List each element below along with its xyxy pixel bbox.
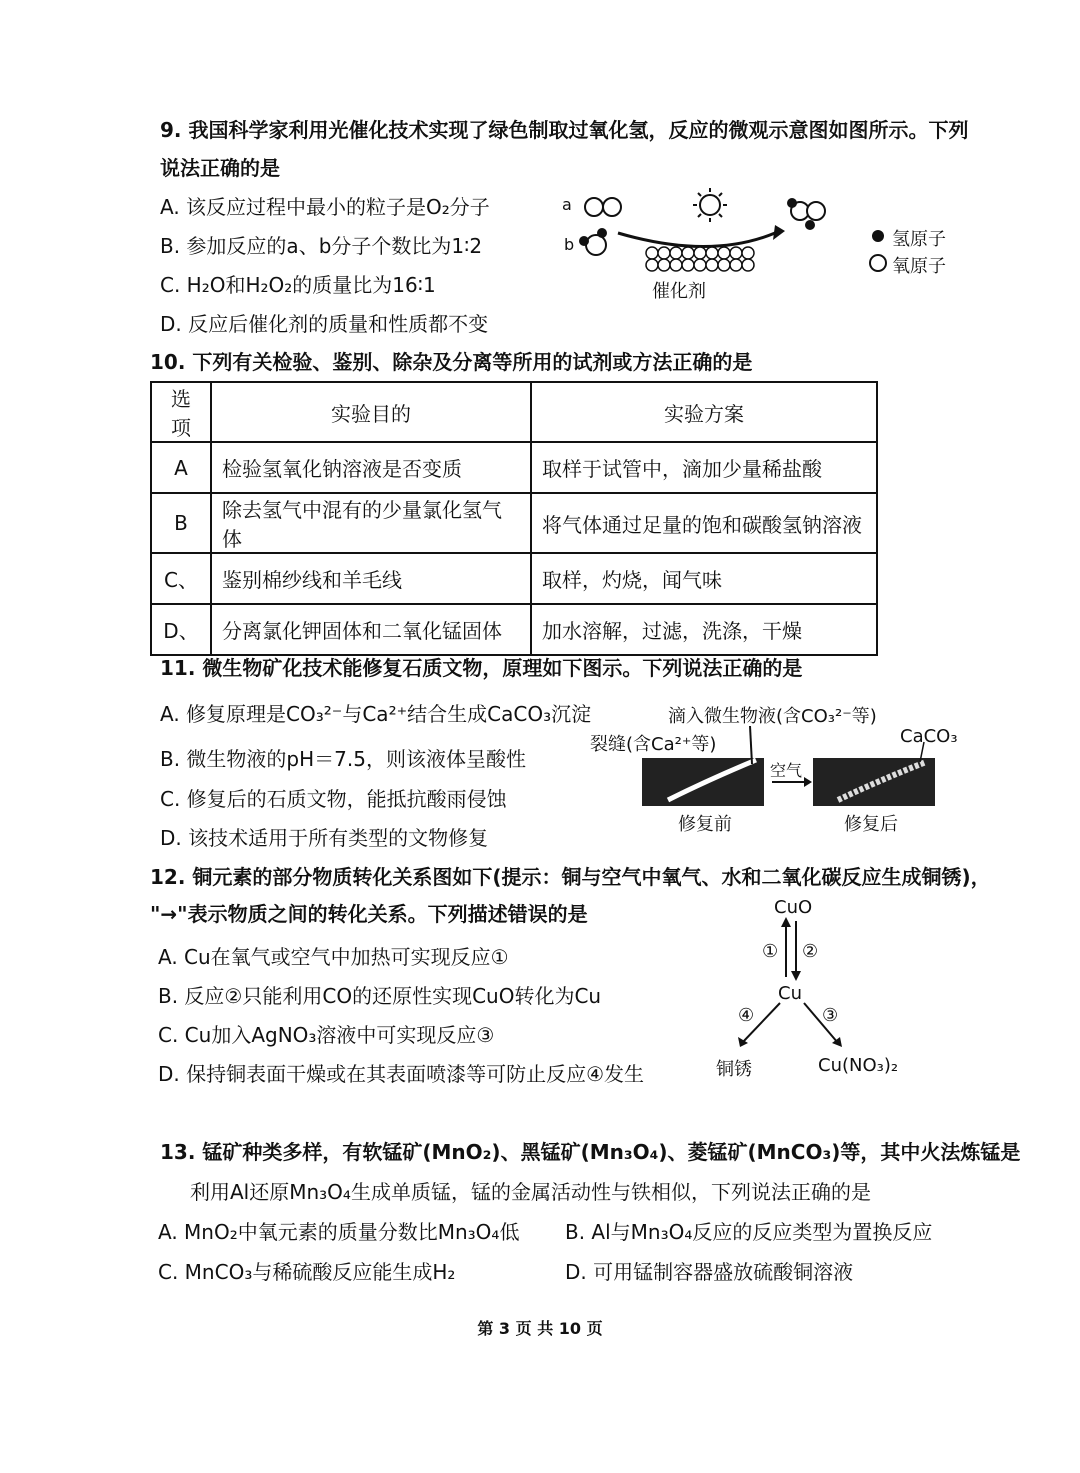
header-purpose: 实验目的 (211, 382, 531, 442)
table-header-row (151, 382, 877, 442)
q13-option-b: B. Al与Mn₃O₄反应的反应类型为置换反应 (565, 1220, 933, 1244)
row-purpose: 除去氢气中混有的少量氯化氢气体 (211, 493, 531, 553)
legend-hydrogen-label: 氢原子 (892, 229, 946, 250)
row-purpose: 检验氢氧化钠溶液是否变质 (211, 442, 531, 493)
q12-option-a: A. Cu在氧气或空气中加热可实现反应① (158, 945, 509, 969)
row-purpose: 分离氯化钾固体和二氧化锰固体 (211, 604, 531, 655)
q12-conversion-diagram (700, 895, 920, 1085)
cuo-label: CuO (774, 897, 813, 918)
reaction-arrow-icon (618, 233, 775, 247)
q13-stem-line2: 利用Al还原Mn₃O₄生成单质锰，锰的金属活动性与铁相似，下列说法正确的是 (190, 1180, 871, 1204)
legend-oxygen-icon (870, 255, 886, 271)
reaction-3-label: ③ (822, 1005, 839, 1026)
header-method: 实验方案 (531, 382, 877, 442)
q11-restoration-diagram (588, 700, 968, 835)
q11-option-a: A. 修复原理是CO₃²⁻与Ca²⁺结合生成CaCO₃沉淀 (160, 702, 592, 726)
q13-option-d: D. 可用锰制容器盛放硫酸铜溶液 (565, 1260, 854, 1284)
row-method: 取样，灼烧，闻气味 (531, 553, 877, 604)
q13-option-c: C. MnCO₃与稀硫酸反应能生成H₂ (158, 1260, 456, 1284)
molecule-b-label: b (564, 235, 575, 254)
q12-stem-line2: "→"表示物质之间的转化关系。下列描述错误的是 (150, 902, 588, 926)
page-footer: 第 3 页 共 10 页 (477, 1319, 603, 1338)
hydrogen-atom-icon (597, 228, 607, 238)
q12-option-c: C. Cu加入AgNO₃溶液中可实现反应③ (158, 1023, 495, 1047)
row-option: B (151, 493, 211, 553)
table-row (151, 442, 877, 493)
oxygen-atom-icon (585, 198, 603, 216)
sun-icon (700, 195, 720, 215)
before-label: 修复前 (678, 814, 732, 835)
q9-option-b: B. 参加反应的a、b分子个数比为1∶2 (160, 234, 483, 258)
oxygen-atom-icon (586, 235, 606, 255)
q12-option-b: B. 反应②只能利用CO的还原性实现CuO转化为Cu (158, 984, 602, 1008)
reaction-1-label: ① (762, 941, 779, 962)
q9-option-d: D. 反应后催化剂的质量和性质都不变 (160, 312, 489, 336)
cuno3-label: Cu(NO₃)₂ (818, 1055, 899, 1076)
catalyst-label: 催化剂 (652, 281, 706, 302)
row-option: A (151, 442, 211, 493)
q12-option-d: D. 保持铜表面干燥或在其表面喷漆等可防止反应④发生 (158, 1062, 645, 1086)
hydrogen-atom-icon (787, 198, 797, 208)
table-row (151, 553, 877, 604)
reaction-4-label: ④ (738, 1005, 755, 1026)
catalyst-icon (646, 247, 754, 271)
q10-stem: 10. 下列有关检验、鉴别、除杂及分离等所用的试剂或方法正确的是 (150, 350, 753, 374)
caco3-label: CaCO₃ (900, 726, 958, 747)
q9-reaction-diagram (560, 185, 980, 305)
table-row (151, 493, 877, 553)
oxygen-atom-icon (807, 202, 825, 220)
legend-hydrogen-icon (872, 230, 884, 242)
q11-option-b: B. 微生物液的pH＝7.5，则该液体呈酸性 (160, 747, 526, 771)
rust-label: 铜锈 (716, 1059, 752, 1080)
q12-stem-line1: 12. 铜元素的部分物质转化关系图如下(提示：铜与空气中氧气、水和二氧化碳反应生成铜锈)， (150, 865, 991, 889)
arrow-down-icon (791, 971, 801, 981)
after-label: 修复后 (844, 814, 898, 835)
row-method: 将气体通过足量的饱和碳酸氢钠溶液 (531, 493, 877, 553)
q9-option-a: A. 该反应过程中最小的粒子是O₂分子 (160, 195, 490, 219)
q9-stem-line1: 9. 我国科学家利用光催化技术实现了绿色制取过氧化氢，反应的微观示意图如图所示。下列 (160, 118, 969, 142)
q9-stem-line2: 说法正确的是 (160, 156, 280, 180)
table-row (151, 604, 877, 655)
q11-option-d: D. 该技术适用于所有类型的文物修复 (160, 826, 489, 850)
arrow-up-icon (781, 917, 791, 927)
oxygen-atom-icon (603, 198, 621, 216)
header-option: 选项 (151, 382, 211, 442)
air-label: 空气 (770, 761, 803, 780)
drip-label: 滴入微生物液(含CO₃²⁻等) (668, 706, 877, 727)
row-option: D、 (151, 604, 211, 655)
reaction-2-label: ② (802, 941, 819, 962)
q11-stem: 11. 微生物矿化技术能修复石质文物，原理如下图示。下列说法正确的是 (160, 656, 803, 680)
row-option: C、 (151, 553, 211, 604)
crack-label: 裂缝(含Ca²⁺等) (590, 734, 717, 755)
row-method: 加水溶解，过滤，洗涤，干燥 (531, 604, 877, 655)
row-method: 取样于试管中，滴加少量稀盐酸 (531, 442, 877, 493)
cu-label: Cu (778, 983, 802, 1004)
molecule-a-label: a (562, 195, 572, 214)
hydrogen-atom-icon (805, 220, 815, 230)
hydrogen-atom-icon (579, 236, 589, 246)
legend-oxygen-label: 氧原子 (892, 256, 946, 277)
q9-option-c: C. H₂O和H₂O₂的质量比为16∶1 (160, 273, 436, 297)
q13-stem-line1: 13. 锰矿种类多样，有软锰矿(MnO₂)、黑锰矿(Mn₃O₄)、菱锰矿(MnCO₃)等，其中火法炼锰是 (160, 1140, 1021, 1164)
q11-option-c: C. 修复后的石质文物，能抵抗酸雨侵蚀 (160, 787, 507, 811)
row-purpose: 鉴别棉纱线和羊毛线 (211, 553, 531, 604)
q10-table (150, 381, 878, 656)
q13-option-a: A. MnO₂中氧元素的质量分数比Mn₃O₄低 (158, 1220, 520, 1244)
